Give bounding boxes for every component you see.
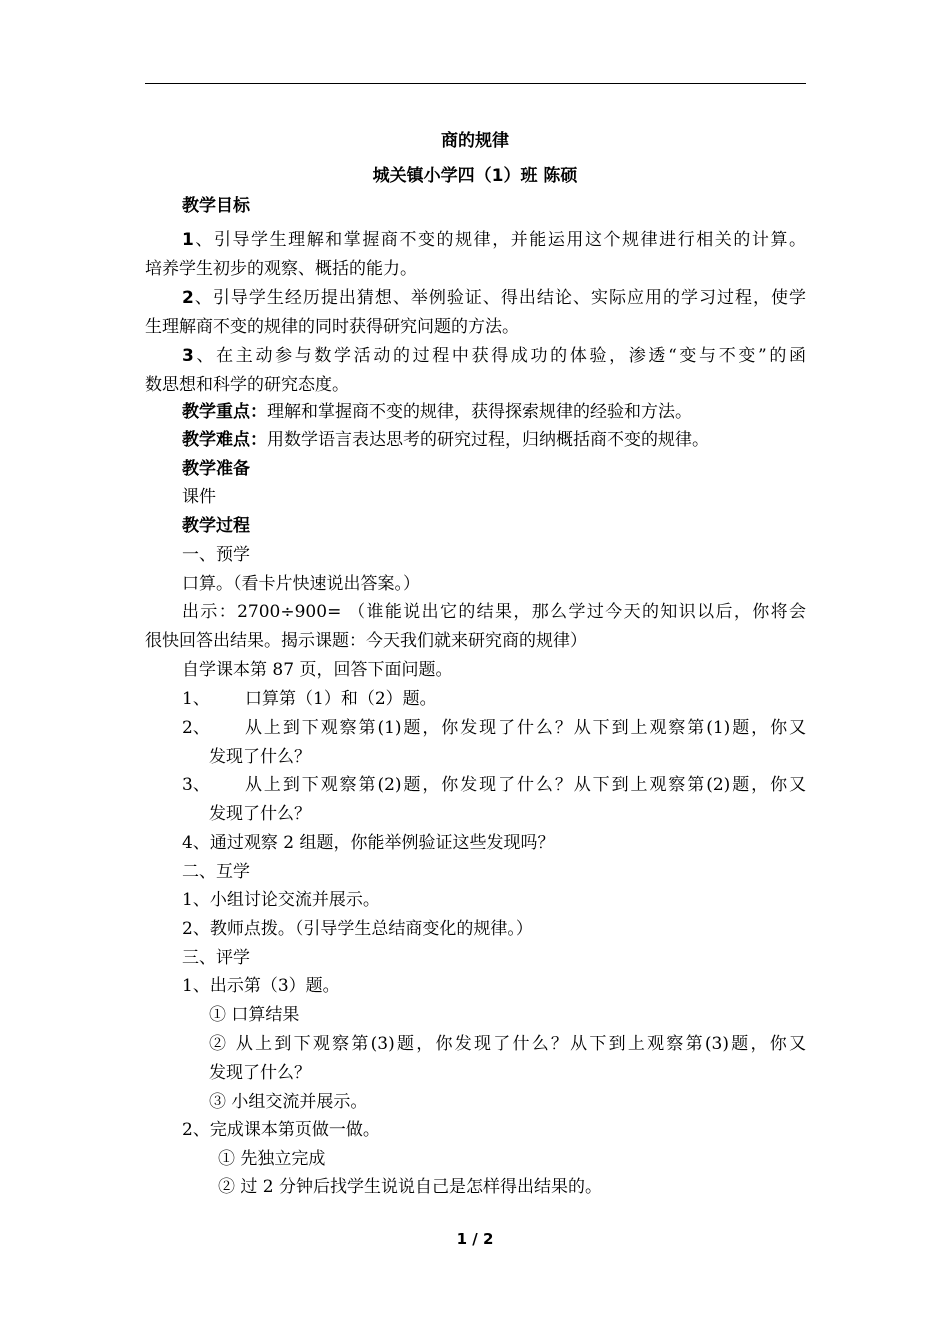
section-2-item-1: 1、小组讨论交流并展示。 [182,890,380,910]
goal-1-line-2: 培养学生初步的观察、概括的能力。 [145,259,417,279]
process-heading: 教学过程 [182,516,250,536]
question-2-number: 2、 [182,718,210,738]
oral-calc: 口算。（看卡片快速说出答案。） [182,574,420,594]
section-1-title: 一、预学 [182,545,250,565]
prep-heading: 教学准备 [182,459,250,479]
show-line-1: 出示：2700÷900= （谁能说出它的结果，那么学过今天的知识以后，你将会 [182,602,806,622]
self-study: 自学课本第 87 页，回答下面问题。 [182,660,453,680]
section-3-item-2: 2、完成课本第页做一做。 [182,1120,380,1140]
question-1-number: 1、 [182,689,210,709]
goals-heading: 教学目标 [182,196,250,216]
document-title: 商的规律 [441,131,509,151]
question-2-line-2: 发现了什么？ [209,747,311,767]
section-3-item-1c: ③ 小组交流并展示。 [209,1092,368,1112]
section-3-item-2b: ② 过 2 分钟后找学生说说自己是怎样得出结果的。 [218,1177,603,1197]
question-3-line-1: 从上到下观察第(2)题，你发现了什么？从下到上观察第(2)题，你又 [245,775,806,795]
page-number: 1 / 2 [456,1230,494,1248]
section-3-item-1b-line-1: ② 从上到下观察第(3)题，你发现了什么？从下到上观察第(3)题，你又 [209,1034,806,1054]
section-2-item-2: 2、教师点拨。（引导学生总结商变化的规律。） [182,919,533,939]
goal-3-line-2: 数思想和科学的研究态度。 [145,375,349,395]
goal-2-line-1: 2、引导学生经历提出猜想、举例验证、得出结论、实际应用的学习过程，使学 [182,288,806,308]
section-3-item-1a: ① 口算结果 [209,1005,300,1025]
author-line: 城关镇小学四（1）班 陈硕 [372,166,578,186]
question-3-number: 3、 [182,775,210,795]
goal-3-line-1: 3、在主动参与数学活动的过程中获得成功的体验，渗透“变与不变”的函 [182,346,806,366]
key-point: 教学重点：理解和掌握商不变的规律，获得探索规律的经验和方法。 [182,402,692,422]
question-1-text: 口算第（1）和（2）题。 [245,689,437,709]
question-3-line-2: 发现了什么？ [209,804,311,824]
question-2-line-1: 从上到下观察第(1)题，你发现了什么？从下到上观察第(1)题，你又 [245,718,806,738]
section-3-item-1: 1、出示第（3）题。 [182,976,340,996]
show-line-2: 很快回答出结果。揭示课题：今天我们就来研究商的规律） [145,631,587,651]
question-4: 4、通过观察 2 组题，你能举例验证这些发现吗？ [182,833,555,853]
section-2-title: 二、互学 [182,862,250,882]
section-3-item-2a: ① 先独立完成 [218,1149,326,1169]
goal-2-line-2: 生理解商不变的规律的同时获得研究问题的方法。 [145,317,519,337]
section-3-title: 三、评学 [182,948,250,968]
goal-1-line-1: 1、引导学生理解和掌握商不变的规律，并能运用这个规律进行相关的计算。 [182,230,806,250]
prep-text: 课件 [182,487,216,507]
header-rule [145,83,806,84]
section-3-item-1b-line-2: 发现了什么？ [209,1063,311,1083]
difficulty-point: 教学难点：用数学语言表达思考的研究过程，归纳概括商不变的规律。 [182,430,709,450]
